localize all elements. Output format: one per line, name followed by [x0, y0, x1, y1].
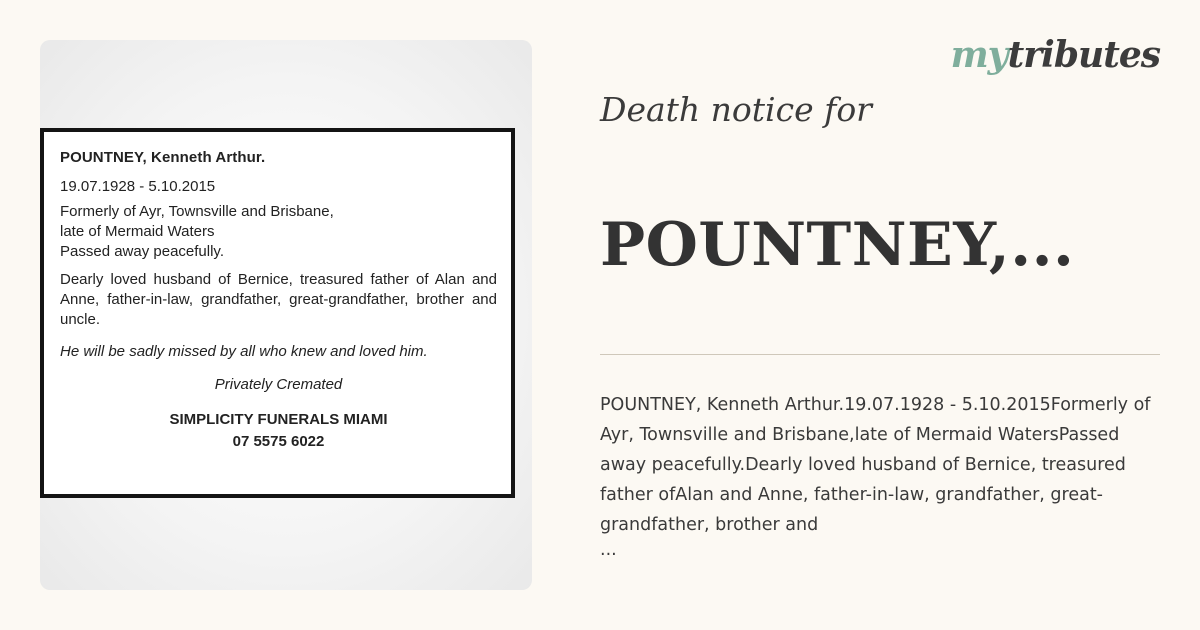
divider	[600, 354, 1160, 355]
notice-funeral-home: SIMPLICITY FUNERALS MIAMI	[169, 411, 388, 428]
notice-family: Dearly loved husband of Bernice, treasured father of Alan and Anne, father-in-law, grandfather, great-grandfather, brother and uncle.	[60, 271, 497, 328]
notice-passed: Passed away peacefully.	[60, 243, 224, 260]
notice-clipping	[40, 128, 515, 498]
notice-image	[40, 40, 532, 590]
excerpt-ellipsis: ...	[600, 540, 617, 560]
notice-cremated: Privately Cremated	[214, 376, 343, 393]
notice-missed: He will be sadly missed by all who knew and loved him.	[60, 343, 428, 360]
logo-tributes: tributes	[1007, 34, 1160, 76]
notice-excerpt: POUNTNEY, Kenneth Arthur.19.07.1928 - 5.10.2015Formerly of Ayr, Townsville and Brisbane,late of Mermaid WatersPassed away peacefully.Dearly loved husband of Bernice, treasured father ofAlan and Anne, father-in-law, grandfather, great-grandfather, brother and	[600, 395, 1151, 535]
mytributes-logo[interactable]	[951, 34, 1160, 76]
logo-my: my	[950, 34, 1008, 76]
notice-formerly: Formerly of Ayr, Townsville and Brisbane,	[60, 203, 334, 220]
notice-name: POUNTNEY, Kenneth Arthur.	[60, 149, 266, 166]
deceased-name: POUNTNEY,...	[600, 210, 1075, 280]
notice-late-of: late of Mermaid Waters	[60, 223, 215, 240]
notice-phone: 07 5575 6022	[232, 433, 325, 450]
notice-dates: 19.07.1928 - 5.10.2015	[60, 178, 216, 195]
death-notice-subtitle: Death notice for	[600, 90, 872, 129]
